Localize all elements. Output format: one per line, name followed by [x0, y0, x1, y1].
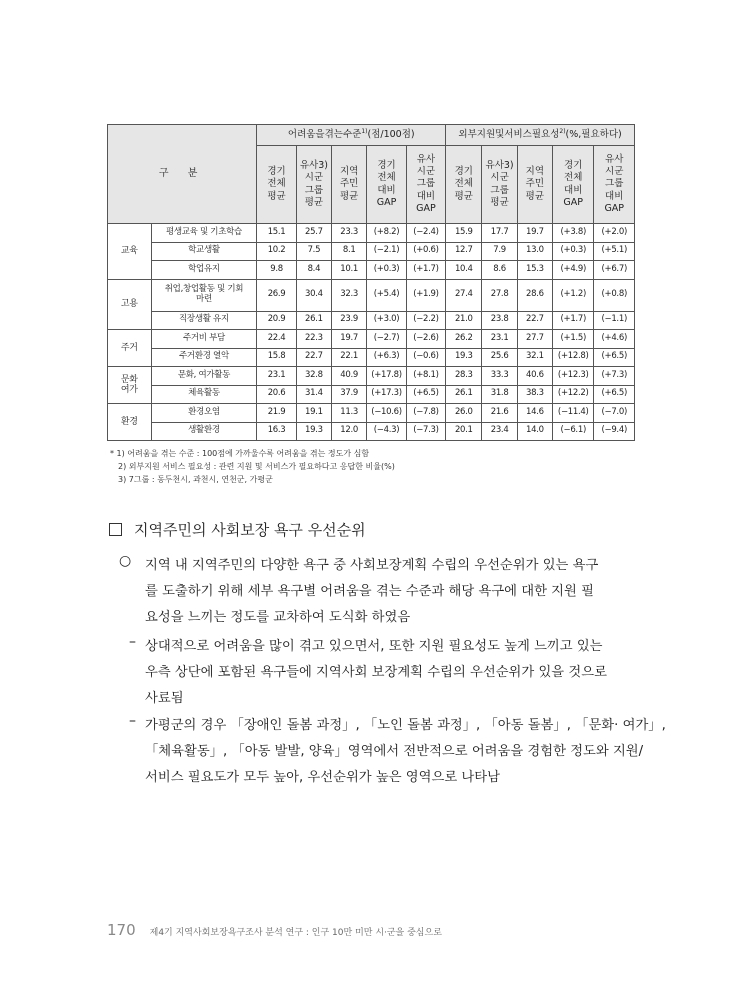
value-cell: 26.9 — [257, 279, 296, 311]
value-cell: (−7.0) — [594, 404, 635, 423]
value-cell: 33.3 — [482, 367, 517, 386]
value-cell: (+0.8) — [594, 279, 635, 311]
value-cell: 27.8 — [482, 279, 517, 311]
value-cell: 20.9 — [257, 311, 296, 330]
value-cell: (+3.0) — [367, 311, 406, 330]
value-cell: (−9.4) — [594, 422, 635, 441]
column-header: 경기 전체 평균 — [446, 146, 482, 224]
value-cell: 7.5 — [296, 242, 331, 261]
value-cell: 26.2 — [446, 330, 482, 349]
value-cell: 23.1 — [482, 330, 517, 349]
subcategory-cell: 취업,창업활동 및 기회 마련 — [151, 279, 257, 311]
value-cell: 22.3 — [296, 330, 331, 349]
value-cell: 10.1 — [332, 261, 367, 280]
value-cell: 32.1 — [517, 348, 552, 367]
value-cell: 40.6 — [517, 367, 552, 386]
value-cell: 8.6 — [482, 261, 517, 280]
subcategory-cell: 생활환경 — [151, 422, 257, 441]
value-cell: (+1.7) — [406, 261, 445, 280]
value-cell: (+7.3) — [594, 367, 635, 386]
value-cell: (−4.3) — [367, 422, 406, 441]
table-row — [108, 279, 635, 311]
value-cell: (+1.7) — [552, 311, 593, 330]
value-cell: (+0.3) — [552, 242, 593, 261]
value-cell: 30.4 — [296, 279, 331, 311]
category-cell: 교육 — [108, 224, 152, 280]
subcategory-cell: 주거환경 열악 — [151, 348, 257, 367]
value-cell: 19.3 — [446, 348, 482, 367]
value-cell: (+6.5) — [406, 385, 445, 404]
column-header: 지역 주민 평균 — [517, 146, 552, 224]
value-cell: 21.6 — [482, 404, 517, 423]
value-cell: 32.8 — [296, 367, 331, 386]
value-cell: (+3.8) — [552, 224, 593, 243]
section-title: 지역주민의 사회보장 욕구 우선순위 — [134, 521, 366, 539]
value-cell: 25.7 — [296, 224, 331, 243]
note-line: 3) 7그룹 : 동두천시, 과천시, 연천군, 가평군 — [118, 475, 273, 484]
value-cell: (+12.2) — [552, 385, 593, 404]
value-cell: (−10.6) — [367, 404, 406, 423]
value-cell: (−0.6) — [406, 348, 445, 367]
value-cell: 15.8 — [257, 348, 296, 367]
value-cell: 23.1 — [257, 367, 296, 386]
value-cell: (+8.1) — [406, 367, 445, 386]
value-cell: (+4.6) — [594, 330, 635, 349]
dash-bullet: – — [129, 634, 136, 650]
subcategory-cell: 평생교육 및 기초학습 — [151, 224, 257, 243]
value-cell: 22.4 — [257, 330, 296, 349]
value-cell: 9.8 — [257, 261, 296, 280]
subcategory-cell: 학업유지 — [151, 261, 257, 280]
value-cell: 7.9 — [482, 242, 517, 261]
value-cell: 23.4 — [482, 422, 517, 441]
value-cell: 23.8 — [482, 311, 517, 330]
column-header: 지역 주민 평균 — [332, 146, 367, 224]
category-cell: 문화 여가 — [108, 367, 152, 404]
dash-bullet: – — [129, 713, 136, 729]
value-cell: (+4.9) — [552, 261, 593, 280]
needs-table — [107, 124, 635, 441]
paragraph-line: 가평군의 경우 「장애인 돌봄 과정」, 「노인 돌봄 과정」, 「아동 돌봄」, 「문화· 여가」, — [145, 718, 666, 733]
subcategory-cell: 주거비 부담 — [151, 330, 257, 349]
table-row — [108, 422, 635, 441]
value-cell: 20.6 — [257, 385, 296, 404]
table-row — [108, 367, 635, 386]
table-row — [108, 385, 635, 404]
value-cell: 15.3 — [517, 261, 552, 280]
value-cell: 28.3 — [446, 367, 482, 386]
value-cell: 13.0 — [517, 242, 552, 261]
value-cell: 21.9 — [257, 404, 296, 423]
value-cell: (+0.3) — [367, 261, 406, 280]
table-row — [108, 330, 635, 349]
value-cell: 27.4 — [446, 279, 482, 311]
value-cell: 12.7 — [446, 242, 482, 261]
value-cell: (−7.8) — [406, 404, 445, 423]
value-cell: (−2.4) — [406, 224, 445, 243]
column-header: 경기 전체 평균 — [257, 146, 296, 224]
value-cell: 27.7 — [517, 330, 552, 349]
value-cell: (+5.4) — [367, 279, 406, 311]
value-cell: 23.9 — [332, 311, 367, 330]
value-cell: 19.1 — [296, 404, 331, 423]
value-cell: (+12.3) — [552, 367, 593, 386]
value-cell: (−1.1) — [594, 311, 635, 330]
value-cell: 8.4 — [296, 261, 331, 280]
value-cell: (+6.7) — [594, 261, 635, 280]
value-cell: 31.8 — [482, 385, 517, 404]
value-cell: 20.1 — [446, 422, 482, 441]
category-header: 구 분 — [108, 125, 257, 224]
table-row — [108, 404, 635, 423]
value-cell: 26.1 — [446, 385, 482, 404]
value-cell: 22.1 — [332, 348, 367, 367]
value-cell: 31.4 — [296, 385, 331, 404]
page-footer — [107, 921, 442, 939]
value-cell: 19.7 — [517, 224, 552, 243]
value-cell: (+1.9) — [406, 279, 445, 311]
paragraph-line: 를 도출하기 위해 세부 욕구별 어려움을 겪는 수준과 해당 욕구에 대한 지원 필 — [145, 584, 594, 599]
value-cell: 16.3 — [257, 422, 296, 441]
footer-title: 제4기 지역사회보장욕구조사 분석 연구 : 인구 10만 미만 시·군을 중심으로 — [149, 928, 442, 938]
value-cell: (+0.6) — [406, 242, 445, 261]
value-cell: 21.0 — [446, 311, 482, 330]
value-cell: 15.1 — [257, 224, 296, 243]
value-cell: 19.7 — [332, 330, 367, 349]
value-cell: (+2.0) — [594, 224, 635, 243]
value-cell: 8.1 — [332, 242, 367, 261]
value-cell: 10.4 — [446, 261, 482, 280]
column-header: 유사 시군 그룹 대비 GAP — [406, 146, 445, 224]
value-cell: 15.9 — [446, 224, 482, 243]
category-cell: 주거 — [108, 330, 152, 367]
note-line: 2) 외부지원 서비스 필요성 : 관련 지원 및 서비스가 필요하다고 응답한 비율(%) — [118, 462, 395, 471]
value-cell: 22.7 — [296, 348, 331, 367]
page-number: 170 — [107, 921, 136, 939]
column-header: 유사3) 시군 그룹 평균 — [482, 146, 517, 224]
subcategory-cell: 문화, 여가활동 — [151, 367, 257, 386]
paragraph-line: 지역 내 지역주민의 다양한 욕구 중 사회보장계획 수립의 우선순위가 있는 욕구 — [145, 558, 599, 573]
value-cell: (+17.3) — [367, 385, 406, 404]
column-header: 유사 시군 그룹 대비 GAP — [594, 146, 635, 224]
value-cell: 17.7 — [482, 224, 517, 243]
value-cell: (−2.7) — [367, 330, 406, 349]
value-cell: 22.7 — [517, 311, 552, 330]
value-cell: (−2.6) — [406, 330, 445, 349]
column-header: 경기 전체 대비 GAP — [552, 146, 593, 224]
circle-bullet-icon: ○ — [119, 553, 132, 569]
column-header: 유사3) 시군 그룹 평균 — [296, 146, 331, 224]
value-cell: (−2.2) — [406, 311, 445, 330]
value-cell: (−2.1) — [367, 242, 406, 261]
subcategory-cell: 체육활동 — [151, 385, 257, 404]
table-row — [108, 348, 635, 367]
value-cell: (−7.3) — [406, 422, 445, 441]
category-cell: 고용 — [108, 279, 152, 330]
table-row — [108, 311, 635, 330]
paragraph-line: 상대적으로 어려움을 많이 겪고 있으면서, 또한 지원 필요성도 높게 느끼고 있는 — [145, 639, 603, 654]
paragraph-line: 「체육활동」, 「아동 발발, 양육」영역에서 전반적으로 어려움을 경험한 정도와 지원/ — [145, 744, 644, 759]
table-row — [108, 261, 635, 280]
value-cell: 19.3 — [296, 422, 331, 441]
value-cell: 26.1 — [296, 311, 331, 330]
checkbox-square-icon — [109, 523, 122, 536]
column-header: 경기 전체 대비 GAP — [367, 146, 406, 224]
value-cell: 38.3 — [517, 385, 552, 404]
value-cell: (+6.3) — [367, 348, 406, 367]
value-cell: (+1.2) — [552, 279, 593, 311]
paragraph-3 — [145, 713, 666, 791]
paragraph-line: 우측 상단에 포함된 욕구들에 지역사회 보장계획 수립의 우선순위가 있을 것으로 — [145, 665, 607, 680]
value-cell: (−6.1) — [552, 422, 593, 441]
category-cell: 환경 — [108, 404, 152, 441]
subcategory-cell: 학교생활 — [151, 242, 257, 261]
value-cell: 28.6 — [517, 279, 552, 311]
value-cell: (+12.8) — [552, 348, 593, 367]
table-row — [108, 242, 635, 261]
value-cell: (+5.1) — [594, 242, 635, 261]
subcategory-cell: 직장생활 유지 — [151, 311, 257, 330]
value-cell: (+6.5) — [594, 385, 635, 404]
paragraph-line: 사료됨 — [145, 691, 184, 706]
paragraph-line: 서비스 필요도가 모두 높아, 우선순위가 높은 영역으로 나타남 — [145, 770, 500, 785]
support-group-header: 외부지원및서비스필요성$^{2)}$(%,필요하다) — [446, 125, 635, 146]
value-cell: 26.0 — [446, 404, 482, 423]
value-cell: (−11.4) — [552, 404, 593, 423]
subcategory-cell: 환경오염 — [151, 404, 257, 423]
paragraph-1 — [145, 553, 598, 631]
value-cell: (+17.8) — [367, 367, 406, 386]
value-cell: 14.0 — [517, 422, 552, 441]
value-cell: (+6.5) — [594, 348, 635, 367]
note-line: * 1) 어려움을 겪는 수준 : 100점에 가까울수록 어려움을 겪는 정도가 심함 — [110, 449, 370, 458]
value-cell: 40.9 — [332, 367, 367, 386]
difficulty-group-header: 어려움을겪는수준$^{1)}$(점/100점) — [257, 125, 446, 146]
value-cell: 32.3 — [332, 279, 367, 311]
value-cell: (+8.2) — [367, 224, 406, 243]
value-cell: 25.6 — [482, 348, 517, 367]
value-cell: 11.3 — [332, 404, 367, 423]
table-row — [108, 224, 635, 243]
value-cell: 37.9 — [332, 385, 367, 404]
value-cell: (+1.5) — [552, 330, 593, 349]
paragraph-line: 요성을 느끼는 정도를 교차하여 도식화 하였음 — [145, 610, 411, 625]
paragraph-2 — [145, 634, 607, 712]
value-cell: 12.0 — [332, 422, 367, 441]
section-heading — [109, 519, 366, 540]
value-cell: 10.2 — [257, 242, 296, 261]
table-notes — [110, 447, 395, 486]
value-cell: 14.6 — [517, 404, 552, 423]
value-cell: 23.3 — [332, 224, 367, 243]
